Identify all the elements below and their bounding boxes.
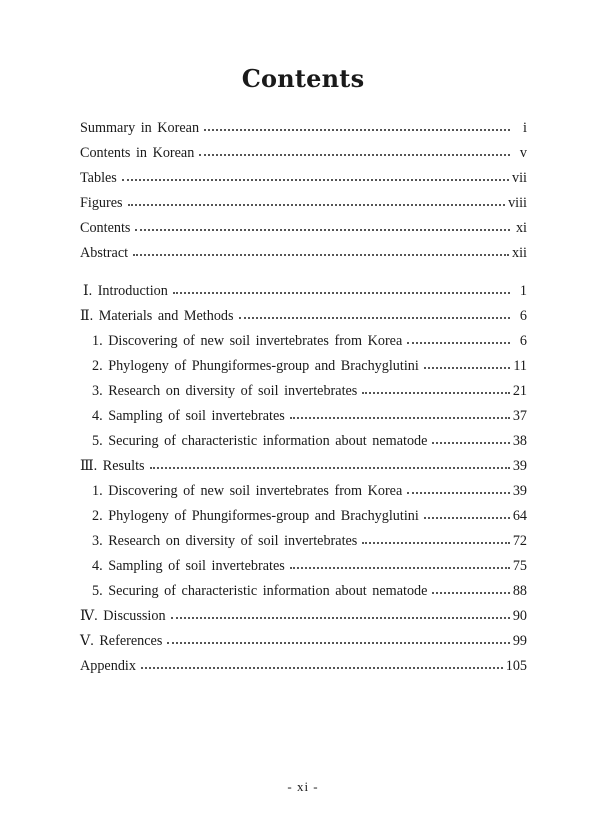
toc-entry-abstract[interactable] <box>80 241 527 266</box>
dot-leader <box>432 441 509 444</box>
toc-entry-page: 39 <box>512 483 527 499</box>
dot-leader <box>171 616 510 619</box>
dot-leader <box>122 178 509 181</box>
toc-entry-page: xi <box>515 220 527 236</box>
toc-entry-label: Contents in Korean <box>80 145 195 161</box>
dot-leader <box>407 491 510 494</box>
toc-subsection[interactable] <box>80 429 527 454</box>
toc-subsection[interactable] <box>80 529 527 554</box>
toc-entry-label: Ⅳ. Discussion <box>80 608 166 624</box>
toc-front-matter <box>80 116 527 266</box>
toc-entry-label: 3. Research on diversity of soil invertebrates <box>92 533 358 549</box>
toc-entry-label: Ⅴ. References <box>80 633 163 649</box>
dot-leader <box>141 666 503 669</box>
toc-entry-page: 90 <box>512 608 527 624</box>
toc-entry-page: 37 <box>512 408 527 424</box>
toc-entry-label: Abstract <box>80 245 129 261</box>
toc-entry-label: Ⅲ. Results <box>80 458 145 474</box>
toc-entry-label: Tables <box>80 170 117 186</box>
toc-chapter-results[interactable] <box>80 454 527 479</box>
toc-entry-page: 99 <box>512 633 527 649</box>
toc-subsection[interactable] <box>80 504 527 529</box>
dot-leader <box>135 228 510 231</box>
toc-subsection[interactable] <box>80 354 527 379</box>
toc-entry-label: Figures <box>80 195 123 211</box>
toc-entry-page: 38 <box>512 433 527 449</box>
toc-subsection[interactable] <box>80 379 527 404</box>
toc-entry-label: 2. Phylogeny of Phungiformes-group and Brachyglutini <box>92 508 419 524</box>
toc-entry-label: Contents <box>80 220 131 236</box>
toc-entry-page: vii <box>512 170 527 186</box>
toc-entry-figures[interactable] <box>80 191 527 216</box>
toc-entry-label: Ⅰ. Introduction <box>83 283 168 299</box>
toc-chapter-discussion[interactable] <box>80 604 527 629</box>
toc-entry-page: 1 <box>519 283 527 299</box>
toc-entry-page: 64 <box>512 508 527 524</box>
dot-leader <box>362 391 509 394</box>
dot-leader <box>407 341 510 344</box>
toc-entry-tables[interactable] <box>80 166 527 191</box>
toc-entry-page: viii <box>508 195 527 211</box>
toc-entry-page: xii <box>512 245 527 261</box>
dot-leader <box>290 416 510 419</box>
toc-entry-label: Summary in Korean <box>80 120 200 136</box>
toc-entry-label: 5. Securing of characteristic information about nematode <box>92 583 428 599</box>
toc-entry-contents-in-korean[interactable] <box>80 141 527 166</box>
toc-chapter-materials-methods[interactable] <box>80 304 527 329</box>
toc-subsection[interactable] <box>80 479 527 504</box>
dot-leader <box>150 466 510 469</box>
dot-leader <box>133 253 509 256</box>
toc-entry-page: 6 <box>519 333 527 349</box>
dot-leader <box>290 566 510 569</box>
toc-entry-label: 4. Sampling of soil invertebrates <box>92 558 285 574</box>
footer-page-number: - xi - <box>287 779 319 794</box>
toc-entry-page: 21 <box>512 383 527 399</box>
toc-entry-label: 1. Discovering of new soil invertebrates from Korea <box>92 333 403 349</box>
toc-subsection[interactable] <box>80 404 527 429</box>
toc-entry-label: 1. Discovering of new soil invertebrates from Korea <box>92 483 403 499</box>
dot-leader <box>424 516 510 519</box>
dot-leader <box>199 153 510 156</box>
toc-entry-page: 72 <box>512 533 527 549</box>
toc-chapters <box>80 279 527 679</box>
toc-entry-contents[interactable] <box>80 216 527 241</box>
dot-leader <box>167 641 509 644</box>
toc-entry-label: 2. Phylogeny of Phungiformes-group and Brachyglutini <box>92 358 419 374</box>
toc-entry-page: i <box>523 120 527 136</box>
dot-leader <box>424 366 510 369</box>
dot-leader <box>239 316 510 319</box>
toc-entry-page: 75 <box>512 558 527 574</box>
toc-entry-page: 11 <box>513 358 527 374</box>
toc-entry-page: 39 <box>512 458 527 474</box>
toc-chapter-appendix[interactable] <box>80 654 527 679</box>
dot-leader <box>128 203 506 206</box>
dot-leader <box>362 541 509 544</box>
toc-entry-label: Appendix <box>80 658 136 674</box>
toc-chapter-introduction[interactable] <box>80 279 527 304</box>
toc-chapter-references[interactable] <box>80 629 527 654</box>
dot-leader <box>204 128 510 131</box>
toc-entry-summary-in-korean[interactable] <box>80 116 527 141</box>
toc-entry-page: v <box>519 145 527 161</box>
dot-leader <box>432 591 509 594</box>
toc-subsection[interactable] <box>80 554 527 579</box>
toc-entry-page: 88 <box>512 583 527 599</box>
toc-subsection[interactable] <box>80 579 527 604</box>
toc-entry-page: 6 <box>519 308 527 324</box>
toc-entry-label: 5. Securing of characteristic information about nematode <box>92 433 428 449</box>
dot-leader <box>173 291 510 294</box>
toc-entry-label: Ⅱ. Materials and Methods <box>80 308 234 324</box>
toc-entry-page: 105 <box>505 658 527 674</box>
toc-entry-label: 4. Sampling of soil invertebrates <box>92 408 285 424</box>
toc-subsection[interactable] <box>80 329 527 354</box>
page-title: Contents <box>241 64 365 93</box>
toc-entry-label: 3. Research on diversity of soil invertebrates <box>92 383 358 399</box>
